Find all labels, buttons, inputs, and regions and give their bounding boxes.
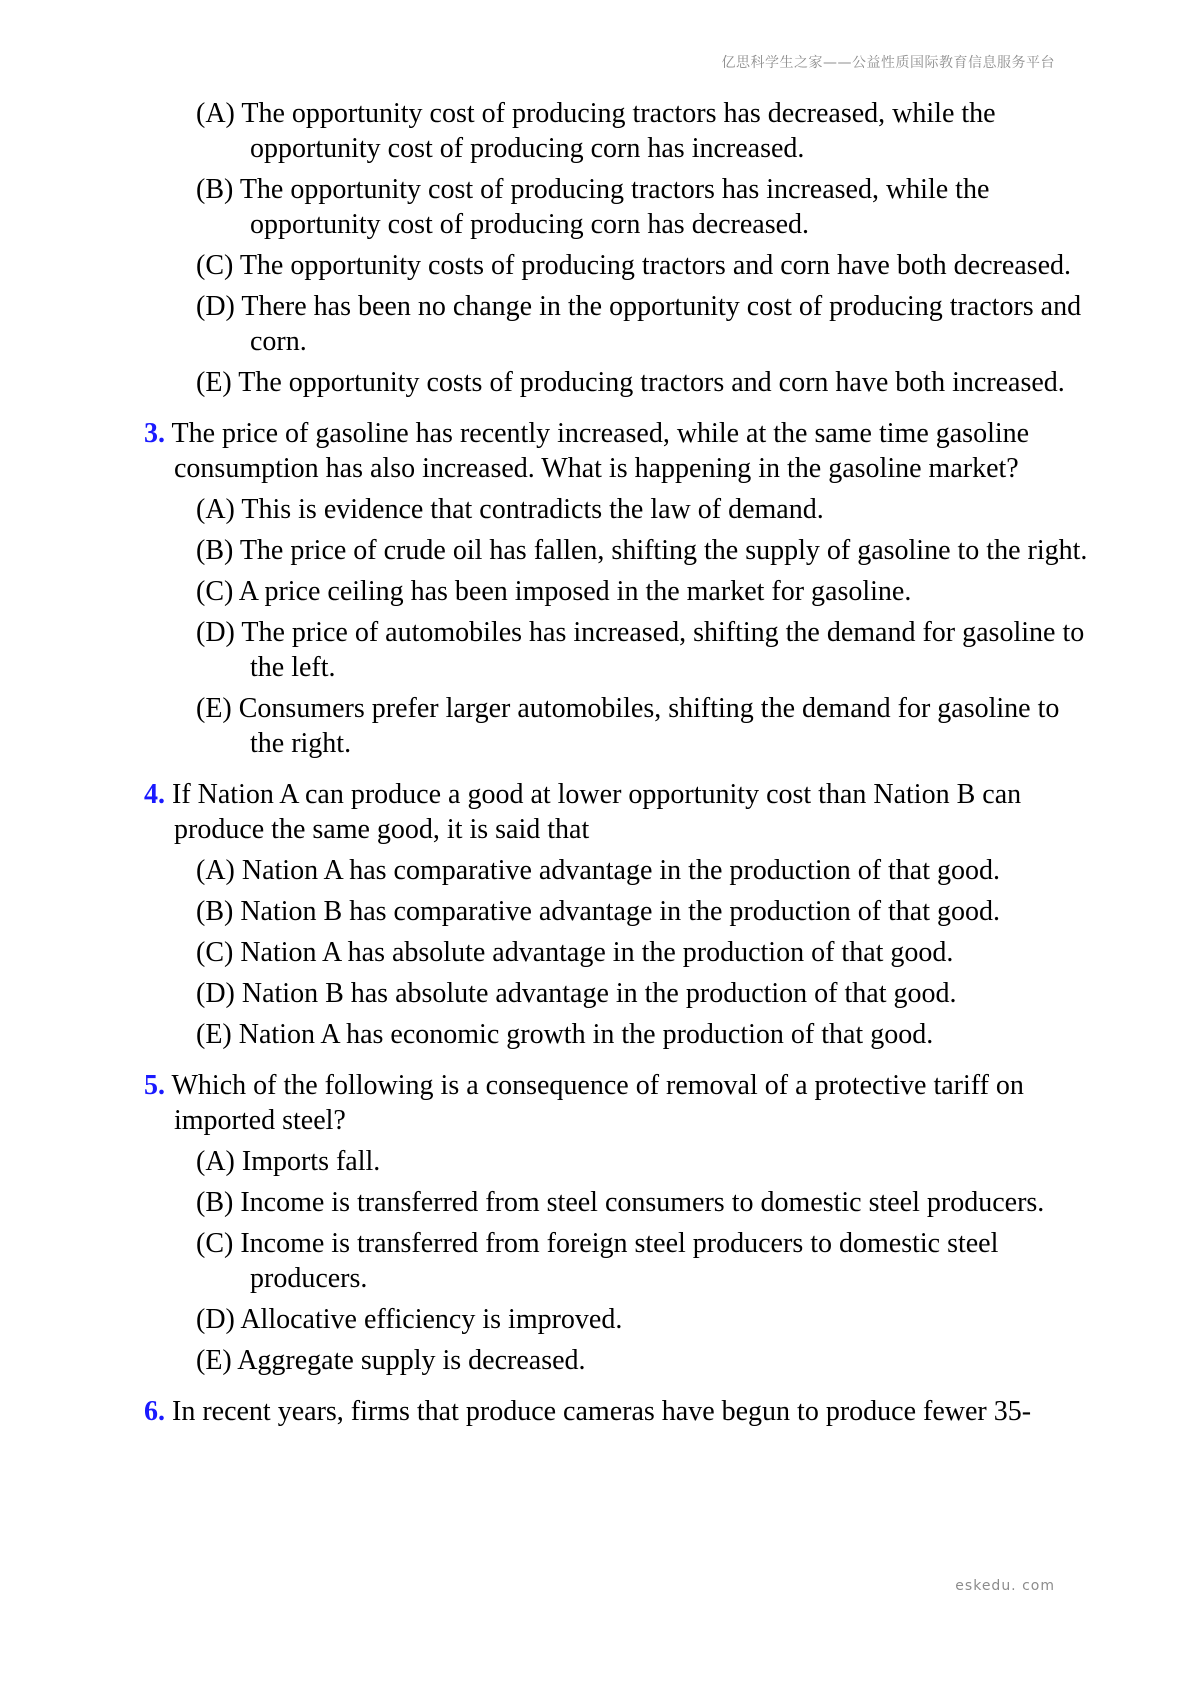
- choice-item: (A) The opportunity cost of producing tractors has decreased, while the opportunity cost of producing corn has increased.: [196, 98, 996, 164]
- question-stem: [144, 777, 1094, 847]
- question-stem: [144, 1394, 1094, 1429]
- choice-item: (A) This is evidence that contradicts the law of demand.: [196, 494, 824, 525]
- question-text: If Nation A can produce a good at lower opportunity cost than Nation B can produce the same good, it is said that: [172, 779, 1022, 845]
- choice-item: (D) The price of automobiles has increased, shifting the demand for gasoline to the left.: [196, 617, 1085, 683]
- choice-list: [144, 1144, 1094, 1378]
- choice-item: (B) Income is transferred from steel consumers to domestic steel producers.: [196, 1187, 1045, 1218]
- choice-item: (E) Aggregate supply is decreased.: [196, 1345, 586, 1376]
- choice-item: (D) Nation B has absolute advantage in the production of that good.: [196, 978, 957, 1009]
- header-site-name: 亿思科学生之家——公益性质国际教育信息服务平台: [721, 55, 1055, 71]
- page-content: [144, 96, 1094, 1435]
- question-text: Which of the following is a consequence of removal of a protective tariff on imported steel?: [171, 1070, 1024, 1136]
- question-4: [144, 777, 1094, 1052]
- question-6: [144, 1394, 1094, 1429]
- choice-item: (A) Imports fall.: [196, 1146, 381, 1177]
- question-number: 6.: [144, 1396, 165, 1427]
- choice-item: (D) There has been no change in the opportunity cost of producing tractors and corn.: [196, 291, 1082, 357]
- question-text: The price of gasoline has recently increased, while at the same time gasoline consumption has also increased. What is happening in the gasoline market?: [171, 418, 1030, 484]
- question-number: 3.: [144, 418, 165, 449]
- question-5: [144, 1068, 1094, 1378]
- question-stem: [144, 1068, 1094, 1138]
- choice-item: (B) Nation B has comparative advantage in the production of that good.: [196, 896, 1001, 927]
- choice-item: (C) Income is transferred from foreign steel producers to domestic steel producers.: [196, 1228, 999, 1294]
- question-number: 5.: [144, 1070, 165, 1101]
- choice-item: (E) The opportunity costs of producing tractors and corn have both increased.: [196, 367, 1065, 398]
- choice-item: (C) The opportunity costs of producing tractors and corn have both decreased.: [196, 250, 1071, 281]
- choice-item: (A) Nation A has comparative advantage in the production of that good.: [196, 855, 1001, 886]
- continued-choice-list: [144, 96, 1094, 400]
- question-text: In recent years, firms that produce cameras have begun to produce fewer 35-: [172, 1396, 1032, 1427]
- question-number: 4.: [144, 779, 165, 810]
- choice-item: (D) Allocative efficiency is improved.: [196, 1304, 623, 1335]
- choice-list: [144, 492, 1094, 761]
- choice-item: (C) A price ceiling has been imposed in the market for gasoline.: [196, 576, 912, 607]
- choice-item: (E) Consumers prefer larger automobiles, shifting the demand for gasoline to the right.: [196, 693, 1060, 759]
- question-3: [144, 416, 1094, 761]
- question-stem: [144, 416, 1094, 486]
- choice-item: (C) Nation A has absolute advantage in the production of that good.: [196, 937, 954, 968]
- choice-item: (B) The opportunity cost of producing tractors has increased, while the opportunity cost of producing corn has decreased.: [196, 174, 990, 240]
- choice-item: (B) The price of crude oil has fallen, shifting the supply of gasoline to the right.: [196, 535, 1088, 566]
- choice-item: (E) Nation A has economic growth in the production of that good.: [196, 1019, 934, 1050]
- choice-list: [144, 853, 1094, 1052]
- footer-site-url: eskedu. com: [955, 1578, 1055, 1594]
